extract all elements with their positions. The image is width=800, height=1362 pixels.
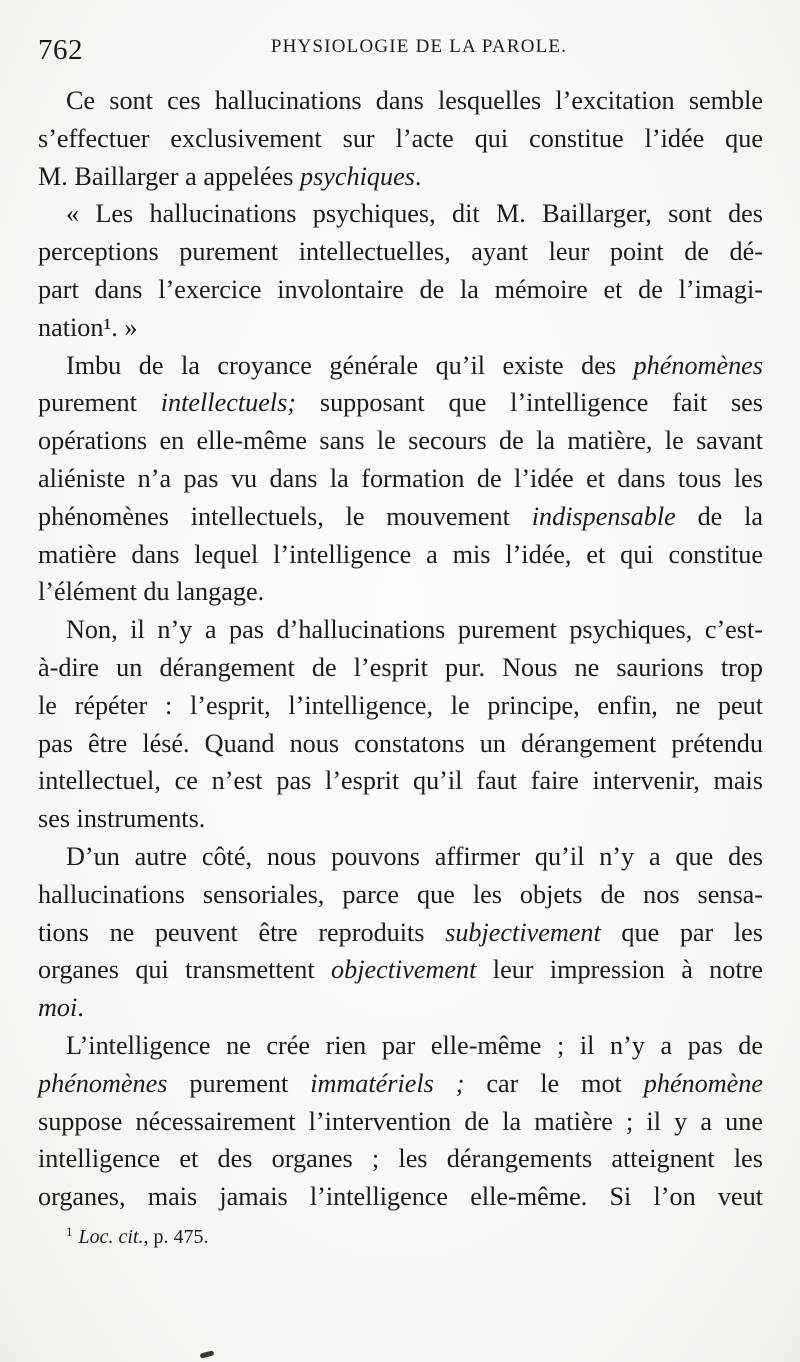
line-text: Ce sont ces hallucinations dans lesquelles l’excitation semble [66,86,763,115]
line-text: aliéniste n’a pas vu dans la formation de l’idée et dans tous les [38,463,763,493]
line-text: nation¹. » [38,312,138,342]
line-text: organes, mais jamais l’intelligence elle-même. Si l’on veut [38,1182,763,1212]
line-text: supposant que l’intelligence fait ses [296,388,763,418]
text-line [38,800,763,838]
text-line [38,384,763,422]
line-text: phénomènes intellectuels, le mouvement [38,501,532,531]
line-text: opérations en elle-même sans le secours de la matière, le savant [38,426,763,456]
text-line [38,1140,763,1178]
text-line [38,309,763,347]
line-text: « Les hallucinations psychiques, dit M. Baillarger, sont des [66,199,763,229]
text-line [38,838,763,876]
text-line [38,536,763,574]
line-text: s’effectuer exclusivement sur l’acte qui constitue l’idée que [38,123,763,153]
line-text: hallucinations sensoriales, parce que les objets de nos sensa- [38,879,763,909]
italic-term: immatériels ; [310,1068,465,1098]
line-text: Imbu de la croyance générale qu’il existe des [66,350,634,380]
italic-term: phénomènes [633,350,763,380]
text-line [38,725,763,763]
line-text: matière dans lequel l’intelligence a mis l’idée, et qui constitue [38,539,763,569]
text-line [38,233,763,271]
text-line [38,687,763,725]
italic-term: phénomène [643,1068,764,1098]
line-text: M. Baillarger a appelées [38,161,301,191]
text-line [38,1027,763,1065]
line-text: L’intelligence ne crée rien par elle-même ; il n’y a pas de [66,1030,763,1060]
line-text: leur impression à notre [476,955,763,985]
italic-term: psychiques [300,161,415,191]
italic-term: moi [38,993,78,1023]
footnote-citation: Loc. cit. [78,1226,144,1248]
line-text: ses instruments. [38,804,206,834]
footnote [66,1224,209,1249]
line-text: D’un autre côté, nous pouvons affirmer qu’il n’y a que des [66,841,763,871]
text-line [38,422,763,460]
text-line [38,1065,763,1103]
italic-term: intellectuels; [160,388,297,418]
text-line [38,573,763,611]
text-line [38,762,763,800]
line-text: perceptions purement intellectuelles, ayant leur point de dé- [38,237,763,267]
running-head: PHYSIOLOGIE DE LA PAROLE. [270,36,568,57]
text-line [38,876,763,914]
text-line [38,914,763,952]
text-line [38,1103,763,1141]
line-text: intelligence et des organes ; les dérangements atteignent les [38,1144,763,1174]
text-line [38,498,763,536]
footnote-page-ref: , p. 475. [143,1226,209,1248]
italic-term: phénomènes [38,1068,168,1098]
line-text: . [77,993,84,1023]
line-text: car le mot [464,1068,644,1098]
italic-term: subjectivement [445,917,601,947]
ink-speck [200,1350,215,1358]
text-line [38,82,763,120]
text-line [38,158,763,196]
text-line [38,195,763,233]
text-line [38,611,763,649]
page-number: 762 [38,34,83,66]
line-text: tions ne peuvent être reproduits [38,917,446,947]
line-text: . [414,161,422,191]
line-text: l’élément du langage. [38,577,265,607]
text-line [38,120,763,158]
line-text: intellectuel, ce n’est pas l’esprit qu’il faut faire intervenir, mais [38,766,763,796]
line-text: le répéter : l’esprit, l’intelligence, le principe, enfin, ne peut [38,690,763,720]
text-line [38,460,763,498]
page-header [38,28,760,68]
line-text: pas être lésé. Quand nous constatons un dérangement prétendu [38,728,763,758]
text-line [38,347,763,385]
line-text: suppose nécessairement l’intervention de la matière ; il y a une [38,1106,763,1136]
text-line [38,951,763,989]
text-line [38,1178,763,1216]
line-text: part dans l’exercice involontaire de la mémoire et de l’imagi- [38,274,763,304]
line-text: Non, il n’y a pas d’hallucinations purement psychiques, c’est- [66,615,763,645]
line-text: que par les [600,917,763,947]
line-text: de la [675,501,763,531]
text-line [38,649,763,687]
text-line [38,989,763,1027]
footnote-marker: 1 [66,1224,73,1239]
line-text: purement [38,388,161,418]
text-line [38,271,763,309]
body-text [38,82,763,1216]
line-text: à-dire un dérangement de l’esprit pur. Nous ne saurions trop [38,652,763,682]
line-text: purement [167,1068,311,1098]
italic-term: indispensable [531,501,676,531]
italic-term: objectivement [331,955,477,985]
line-text: organes qui transmettent [38,955,331,985]
